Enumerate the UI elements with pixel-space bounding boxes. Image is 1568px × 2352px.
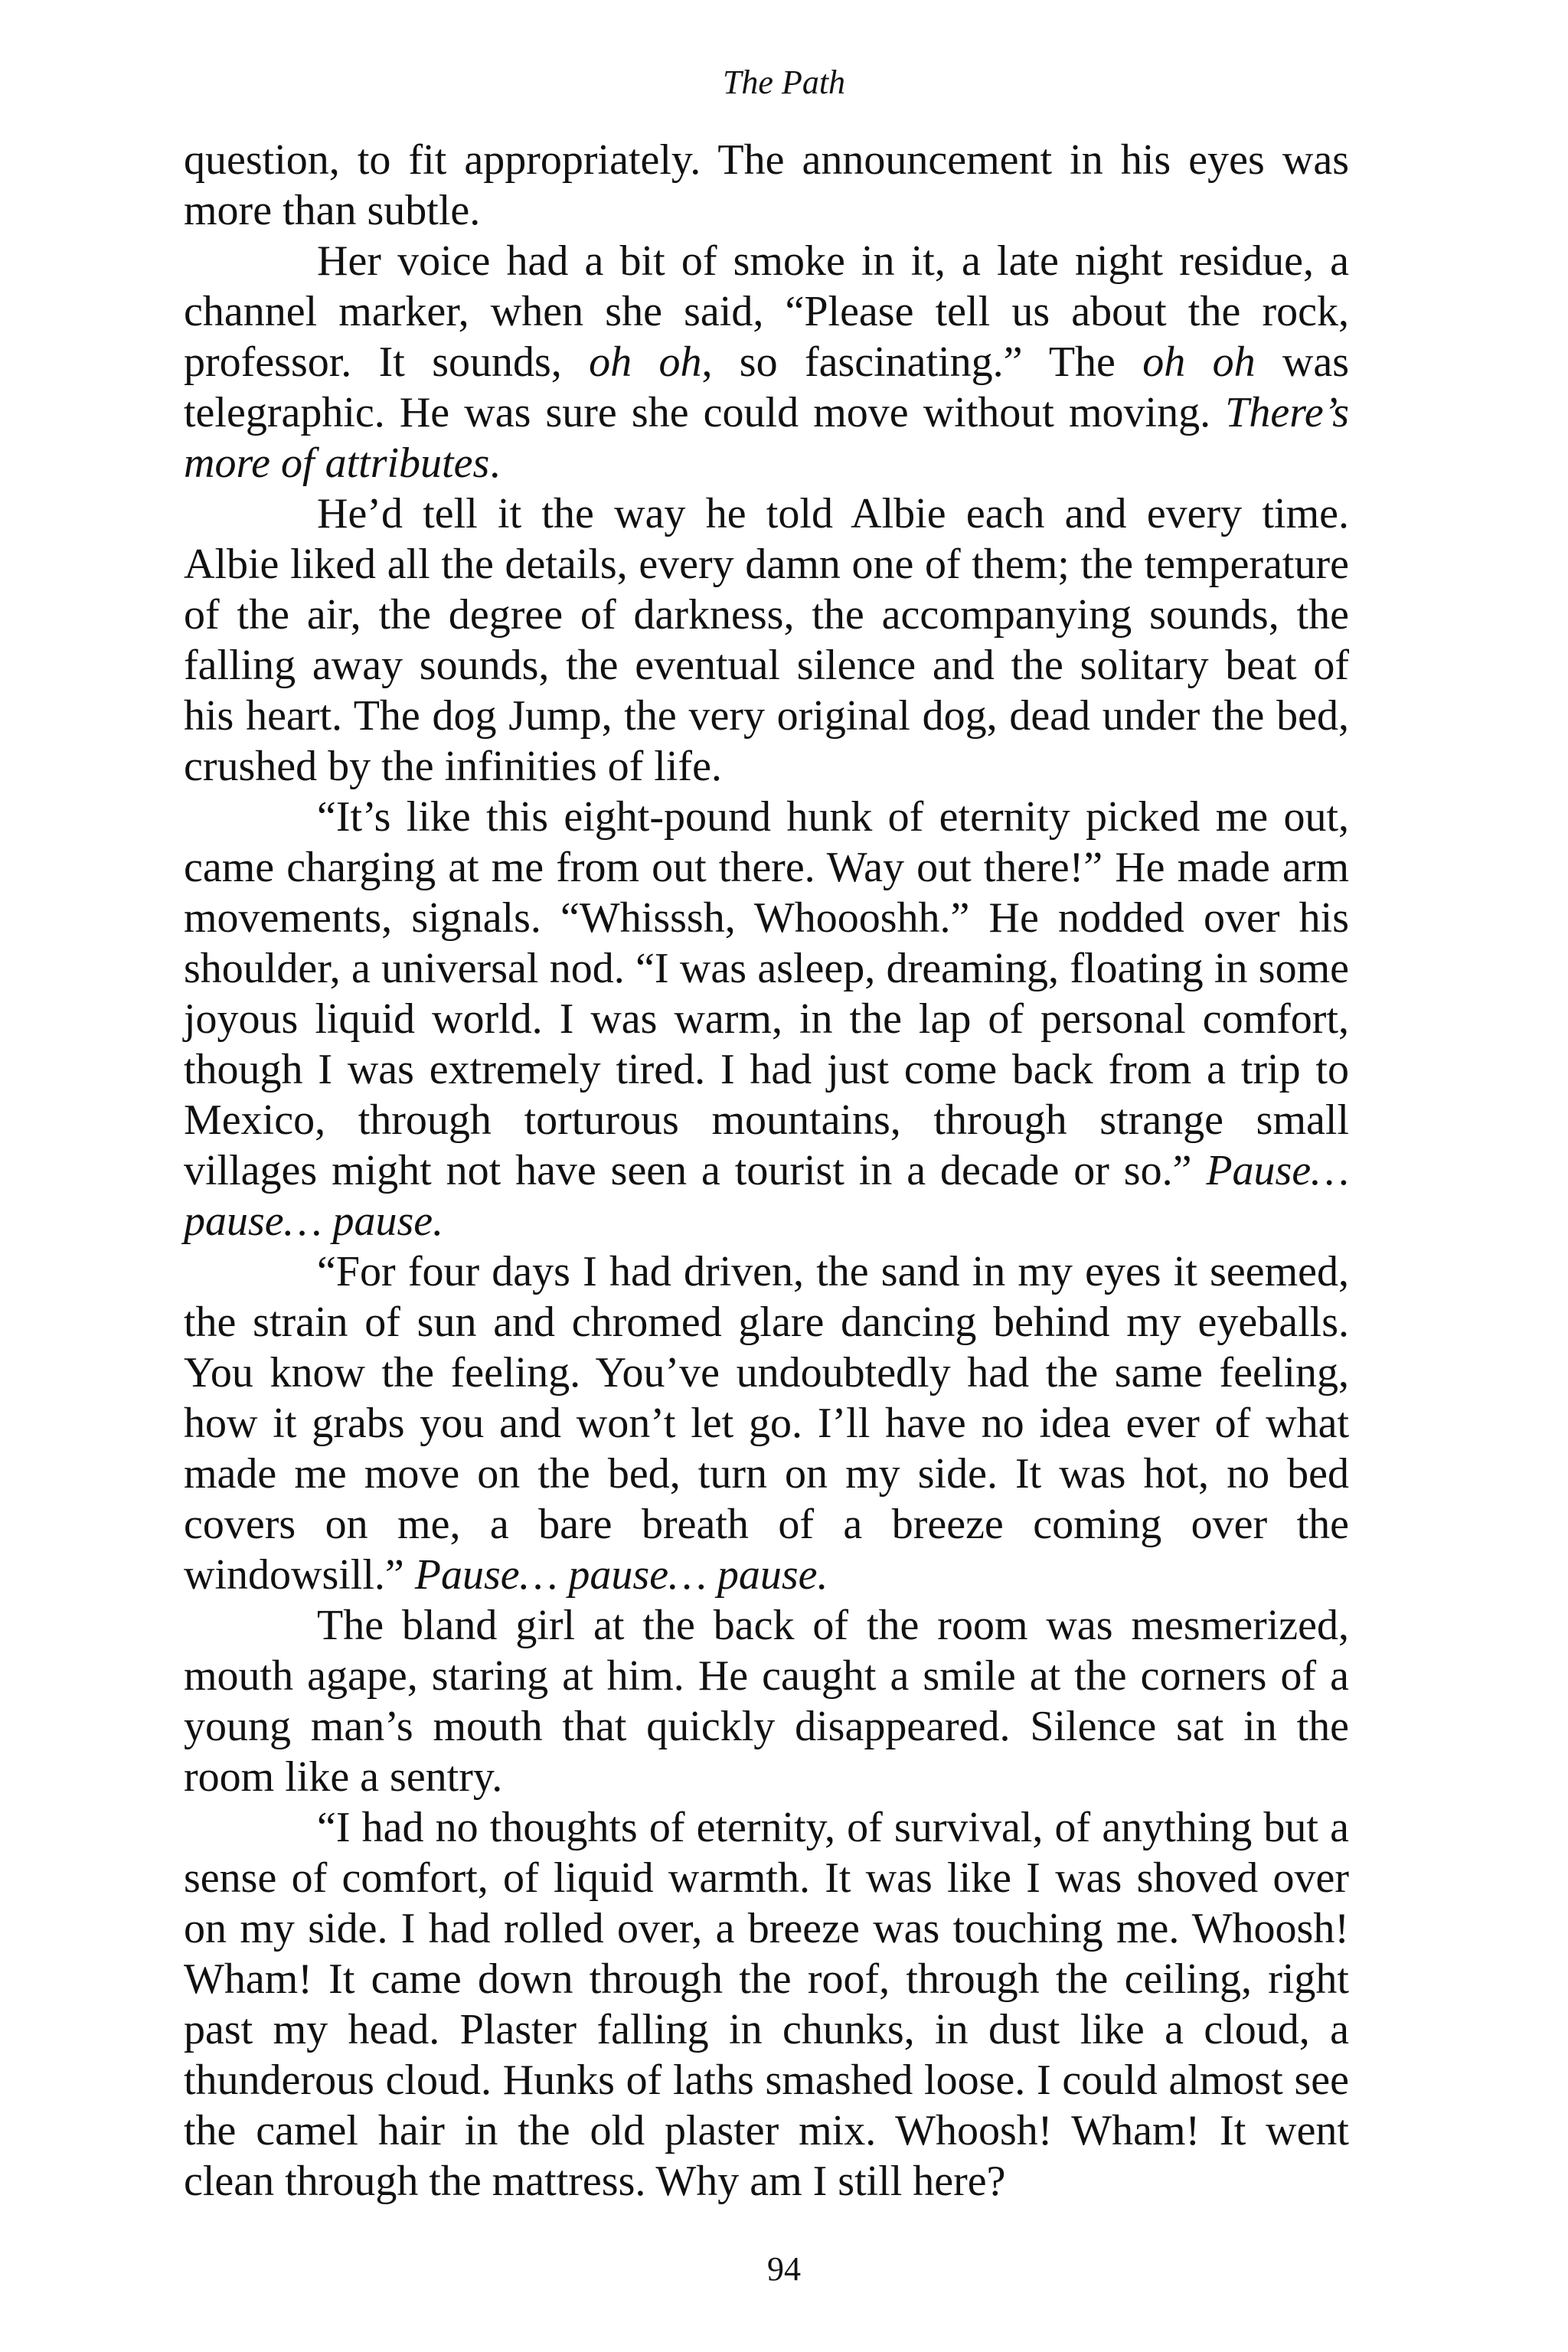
text-run: , so fascinating.” The	[701, 338, 1143, 386]
text-run: .	[489, 439, 501, 487]
italic-text-run: oh oh	[589, 338, 702, 386]
italic-text-run: Pause… pause… pause.	[414, 1551, 828, 1599]
page-number: 94	[767, 2250, 801, 2288]
paragraph	[184, 1600, 1349, 1802]
italic-text-run: There’s more of attributes	[184, 389, 1349, 487]
italic-text-run: Pause… pause… pause.	[184, 1147, 1349, 1245]
italic-text-run: oh oh	[1142, 338, 1256, 386]
body-text	[184, 135, 1349, 2207]
text-run: “I had no thoughts of eternity, of survival, of anything but a sense of comfort, of liquid warmth. It was like I was shoved over on my side. I had rolled over, a breeze was touching me. Whoosh! Wham! It came down through the roof, through the ceiling, right past my head. Plaster falling in chunks, in dust like a cloud, a thunderous cloud. Hunks of laths smashed loose. I could almost see the camel hair in the old plaster mix. Whoosh! Wham! It went clean through the mattress. Why am I still here?	[184, 1804, 1349, 2205]
text-run: Her voice had a bit of smoke in it, a late night residue, a channel marker, when she said, “Please tell us about the rock, professor. It sounds,	[184, 237, 1349, 386]
running-head: The Path	[722, 64, 846, 101]
text-run: The bland girl at the back of the room was mesmerized, mouth agape, staring at him. He caught a smile at the corners of a young man’s mouth that quickly disappeared. Silence sat in the room like a sentry.	[184, 1602, 1349, 1801]
paragraph	[184, 488, 1349, 792]
text-run: He’d tell it the way he told Albie each and every time. Albie liked all the details, every damn one of them; the temperature of the air, the degree of darkness, the accompanying sounds, the falling away sounds, the eventual silence and the solitary beat of his heart. The dog Jump, the very original dog, dead under the bed, crushed by the infinities of life.	[184, 490, 1349, 790]
text-run: “It’s like this eight-pound hunk of eternity picked me out, came charging at me from out there. Way out there!” He made arm movements, signals. “Whisssh, Whoooshh.” He nodded over his shoulder, a universal nod. “I was asleep, dreaming, floating in some joyous liquid world. I was warm, in the lap of personal comfort, though I was extremely tired. I had just come back from a trip to Mexico, through torturous mountains, through strange small villages might not have seen a tourist in a decade or so.”	[184, 793, 1349, 1194]
paragraph	[184, 236, 1349, 488]
text-run: question, to fit appropriately. The announcement in his eyes was more than subtle.	[184, 136, 1349, 234]
paragraph	[184, 135, 1349, 236]
paragraph	[184, 792, 1349, 1246]
paragraph	[184, 1802, 1349, 2207]
text-run: “For four days I had driven, the sand in my eyes it seemed, the strain of sun and chromed glare dancing behind my eyeballs. You know the feeling. You’ve undoubtedly had the same feeling, how it grabs you and won’t let go. I’ll have no idea ever of what made me move on the bed, turn on my side. It was hot, no bed covers on me, a bare breath of a breeze coming over the windowsill.”	[184, 1248, 1349, 1599]
paragraph	[184, 1246, 1349, 1600]
text-run: was telegraphic. He was sure she could move without moving.	[184, 338, 1350, 436]
